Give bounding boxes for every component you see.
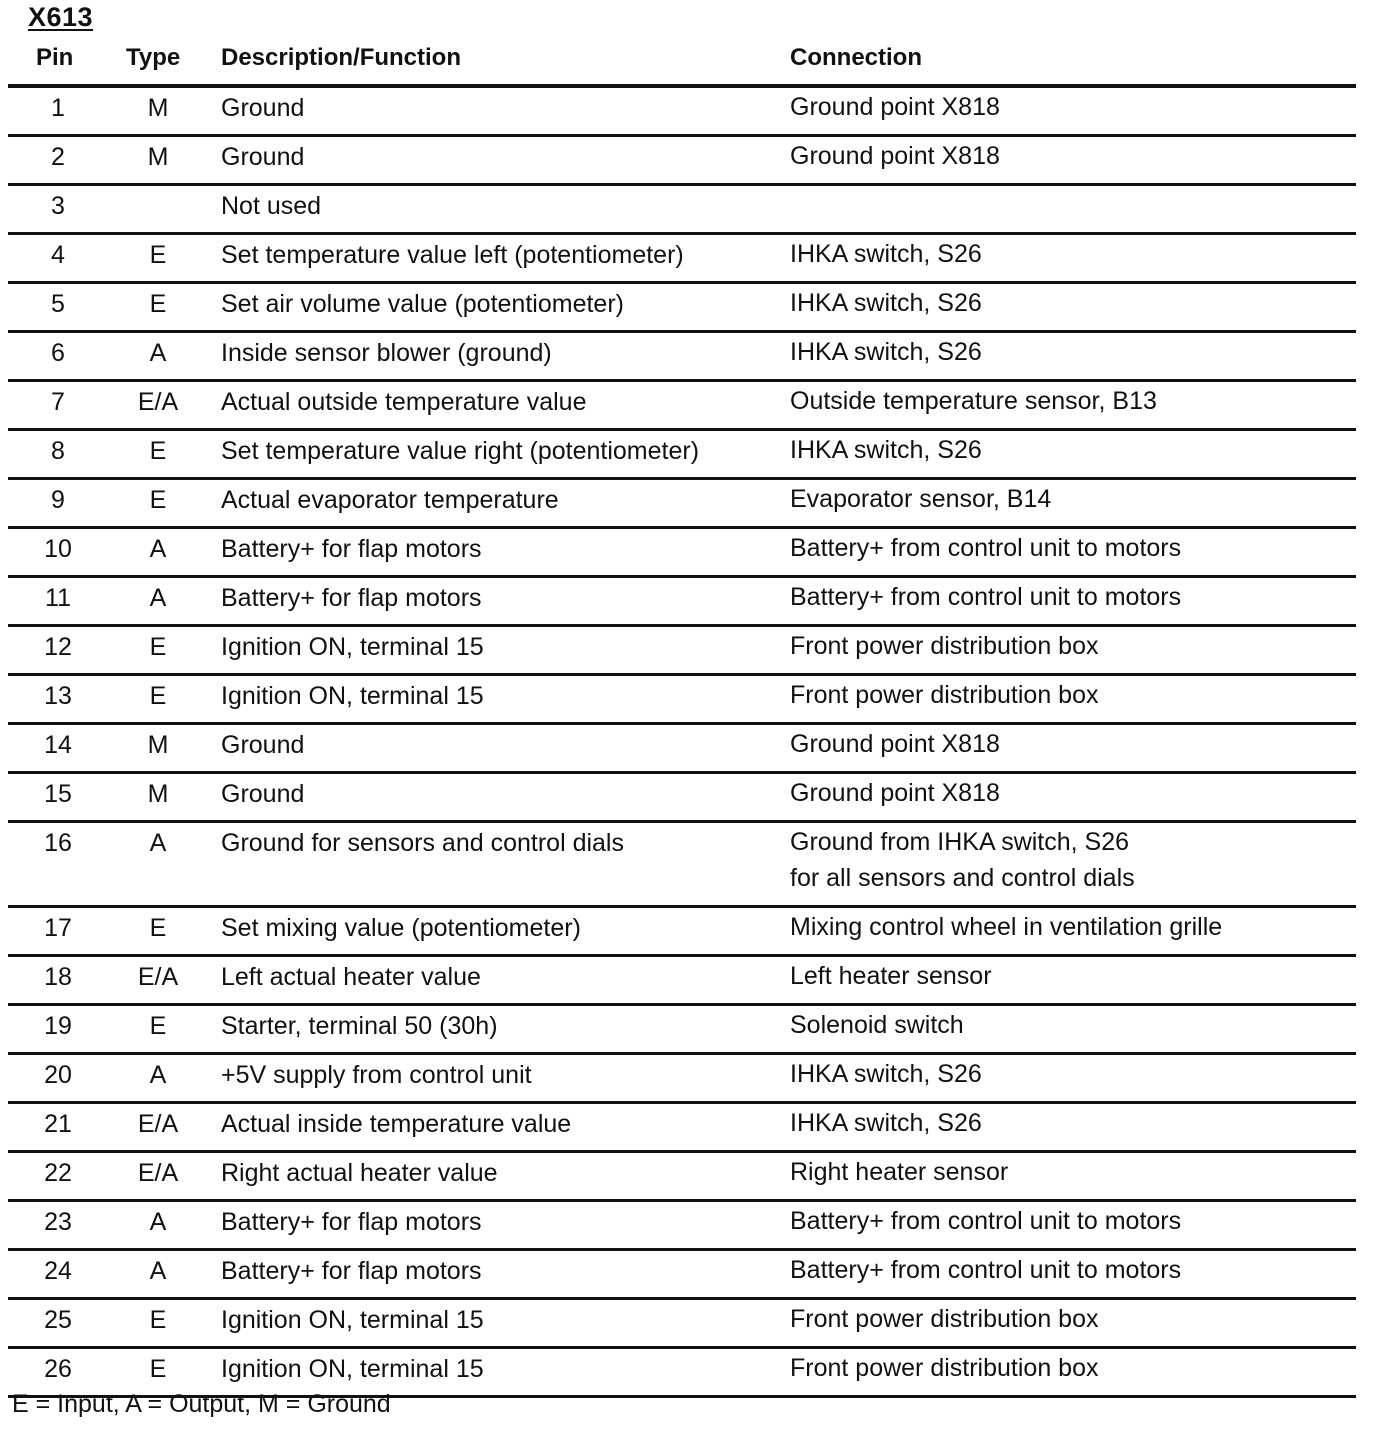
table-row (8, 1153, 1356, 1202)
connection-line: Battery+ from control unit to motors (790, 1256, 1182, 1284)
connection-line: Ground point X818 (790, 730, 1000, 758)
type-cell: M (147, 780, 169, 808)
connection-cell (790, 432, 982, 468)
connection-cell (790, 677, 1098, 713)
table-row (8, 284, 1356, 333)
pin-cell: 23 (44, 1208, 72, 1236)
connection-line: Front power distribution box (790, 1354, 1099, 1382)
connection-cell (790, 285, 982, 321)
type-cell: E (149, 914, 167, 942)
connection-line: Solenoid switch (790, 1011, 964, 1039)
description-cell: Battery+ for flap motors (221, 535, 482, 563)
connection-cell (790, 383, 1157, 419)
description-cell: Ground (221, 780, 305, 808)
connection-line: Mixing control wheel in ventilation grille (790, 913, 1223, 941)
description-cell: +5V supply from control unit (221, 1061, 532, 1089)
connection-cell (790, 1105, 982, 1141)
description-cell: Ground (221, 731, 305, 759)
pin-cell: 10 (44, 535, 72, 563)
type-legend: E = Input, A = Output, M = Ground (12, 1390, 391, 1418)
description-cell: Ground for sensors and control dials (221, 829, 624, 857)
pin-cell: 19 (44, 1012, 72, 1040)
connection-line: Right heater sensor (790, 1158, 1009, 1186)
connection-cell (790, 1056, 982, 1092)
connection-cell (790, 579, 1181, 615)
connection-line: Outside temperature sensor, B13 (790, 387, 1157, 415)
connection-cell (790, 1203, 1181, 1239)
header-connection: Connection (790, 44, 922, 71)
pin-cell: 3 (51, 192, 65, 220)
pin-cell: 15 (44, 780, 72, 808)
description-cell: Battery+ for flap motors (221, 1208, 482, 1236)
pin-cell: 4 (51, 241, 65, 269)
description-cell: Ignition ON, terminal 15 (221, 633, 484, 661)
table-row (8, 431, 1356, 480)
connector-title: X613 (28, 2, 94, 32)
pin-cell: 21 (44, 1110, 72, 1138)
connection-line: Ground point X818 (790, 779, 1000, 807)
table-row (8, 1251, 1356, 1300)
table-row (8, 88, 1356, 137)
header-type: Type (126, 44, 181, 71)
table-row (8, 578, 1356, 627)
type-cell: M (147, 143, 169, 171)
connection-cell (790, 530, 1181, 566)
connection-cell (790, 1007, 964, 1043)
connection-line: Battery+ from control unit to motors (790, 534, 1182, 562)
header-pin: Pin (36, 44, 74, 71)
table-row (8, 676, 1356, 725)
connection-line: Battery+ from control unit to motors (790, 1207, 1182, 1235)
type-cell: E (149, 290, 167, 318)
table-row (8, 1055, 1356, 1104)
description-cell: Battery+ for flap motors (221, 1257, 482, 1285)
pin-cell: 5 (51, 290, 65, 318)
description-cell: Right actual heater value (221, 1159, 498, 1187)
type-cell: A (149, 339, 167, 367)
pin-cell: 12 (44, 633, 72, 661)
type-cell: A (149, 1208, 167, 1236)
type-cell: A (149, 1257, 167, 1285)
type-cell: E (149, 1306, 167, 1334)
pin-cell: 8 (51, 437, 65, 465)
table-row (8, 725, 1356, 774)
connection-line: Battery+ from control unit to motors (790, 583, 1182, 611)
pin-cell: 2 (51, 143, 65, 171)
table-row (8, 774, 1356, 823)
description-cell: Set temperature value left (potentiometer) (221, 241, 684, 269)
description-cell: Set mixing value (potentiometer) (221, 914, 581, 942)
header-description: Description/Function (221, 44, 461, 71)
description-cell: Battery+ for flap motors (221, 584, 482, 612)
type-cell: A (149, 829, 167, 857)
description-cell: Inside sensor blower (ground) (221, 339, 552, 367)
table-row (8, 957, 1356, 1006)
connection-cell (790, 824, 1135, 896)
table-row (8, 333, 1356, 382)
connection-cell (790, 909, 1222, 945)
type-cell: A (149, 584, 167, 612)
table-row (8, 1300, 1356, 1349)
pin-cell: 6 (51, 339, 65, 367)
description-cell: Not used (221, 192, 322, 220)
connection-line: IHKA switch, S26 (790, 338, 982, 366)
connection-cell (790, 726, 1000, 762)
description-cell: Starter, terminal 50 (30h) (221, 1012, 498, 1040)
pin-cell: 13 (44, 682, 72, 710)
connection-line: Ground point X818 (790, 93, 1000, 121)
table-row (8, 529, 1356, 578)
description-cell: Actual evaporator temperature (221, 486, 559, 514)
connection-line: IHKA switch, S26 (790, 1109, 982, 1137)
connection-cell (790, 89, 1000, 125)
type-cell: E (149, 633, 167, 661)
type-cell: M (147, 94, 169, 122)
table-row (8, 235, 1356, 284)
description-cell: Ignition ON, terminal 15 (221, 1306, 484, 1334)
connection-cell (790, 775, 1000, 811)
connection-line: Front power distribution box (790, 681, 1099, 709)
connection-line: Ground point X818 (790, 142, 1000, 170)
table-row (8, 627, 1356, 676)
pin-cell: 9 (51, 486, 65, 514)
connection-cell (790, 236, 982, 272)
table-row (8, 908, 1356, 957)
type-cell: A (149, 1061, 167, 1089)
table-row (8, 1202, 1356, 1251)
type-cell: M (147, 731, 169, 759)
pin-cell: 22 (44, 1159, 72, 1187)
type-cell: E (149, 682, 167, 710)
type-cell: E (149, 1012, 167, 1040)
type-cell: E/A (137, 1159, 179, 1187)
description-cell: Ignition ON, terminal 15 (221, 1355, 484, 1383)
connection-line: Left heater sensor (790, 962, 992, 990)
type-cell: A (149, 535, 167, 563)
type-cell: E (149, 486, 167, 514)
type-cell: E (149, 437, 167, 465)
pin-cell: 26 (44, 1355, 72, 1383)
table-row (8, 137, 1356, 186)
connection-line: IHKA switch, S26 (790, 436, 982, 464)
type-cell: E/A (137, 963, 179, 991)
pin-cell: 14 (44, 731, 72, 759)
description-cell: Set temperature value right (potentiometer) (221, 437, 700, 465)
connection-line: Ground from IHKA switch, S26 (790, 828, 1130, 856)
connection-line: for all sensors and control dials (790, 864, 1135, 892)
description-cell: Left actual heater value (221, 963, 481, 991)
connection-cell (790, 628, 1098, 664)
table-row (8, 823, 1356, 908)
connection-cell (790, 1350, 1098, 1386)
connection-line: Evaporator sensor, B14 (790, 485, 1052, 513)
connection-cell (790, 334, 982, 370)
pin-cell: 18 (44, 963, 72, 991)
pin-cell: 7 (51, 388, 65, 416)
table-row (8, 186, 1356, 235)
connection-line: IHKA switch, S26 (790, 1060, 982, 1088)
type-cell: E/A (137, 1110, 179, 1138)
pin-cell: 11 (45, 584, 71, 612)
type-cell: E (149, 241, 167, 269)
table-row (8, 382, 1356, 431)
connection-cell (790, 958, 992, 994)
type-cell: E (149, 1355, 167, 1383)
connection-line: IHKA switch, S26 (790, 240, 982, 268)
pin-cell: 16 (44, 829, 72, 857)
connection-line: Front power distribution box (790, 632, 1099, 660)
description-cell: Ground (221, 143, 305, 171)
table-row (8, 1104, 1356, 1153)
pin-cell: 17 (44, 914, 72, 942)
connection-cell (790, 1252, 1181, 1288)
pin-cell: 20 (44, 1061, 72, 1089)
pin-cell: 1 (51, 94, 65, 122)
connection-cell (790, 138, 1000, 174)
table-row (8, 480, 1356, 529)
connection-line: Front power distribution box (790, 1305, 1099, 1333)
connection-cell (790, 1301, 1098, 1337)
description-cell: Set air volume value (potentiometer) (221, 290, 624, 318)
type-cell: E/A (137, 388, 179, 416)
table-row (8, 1006, 1356, 1055)
description-cell: Actual inside temperature value (221, 1110, 572, 1138)
description-cell: Ignition ON, terminal 15 (221, 682, 484, 710)
description-cell: Ground (221, 94, 305, 122)
connection-cell (790, 481, 1051, 517)
description-cell: Actual outside temperature value (221, 388, 587, 416)
pin-cell: 24 (44, 1257, 72, 1285)
connection-line: IHKA switch, S26 (790, 289, 982, 317)
pin-table (8, 84, 1356, 1398)
connection-cell (790, 1154, 1008, 1190)
pin-cell: 25 (44, 1306, 72, 1334)
